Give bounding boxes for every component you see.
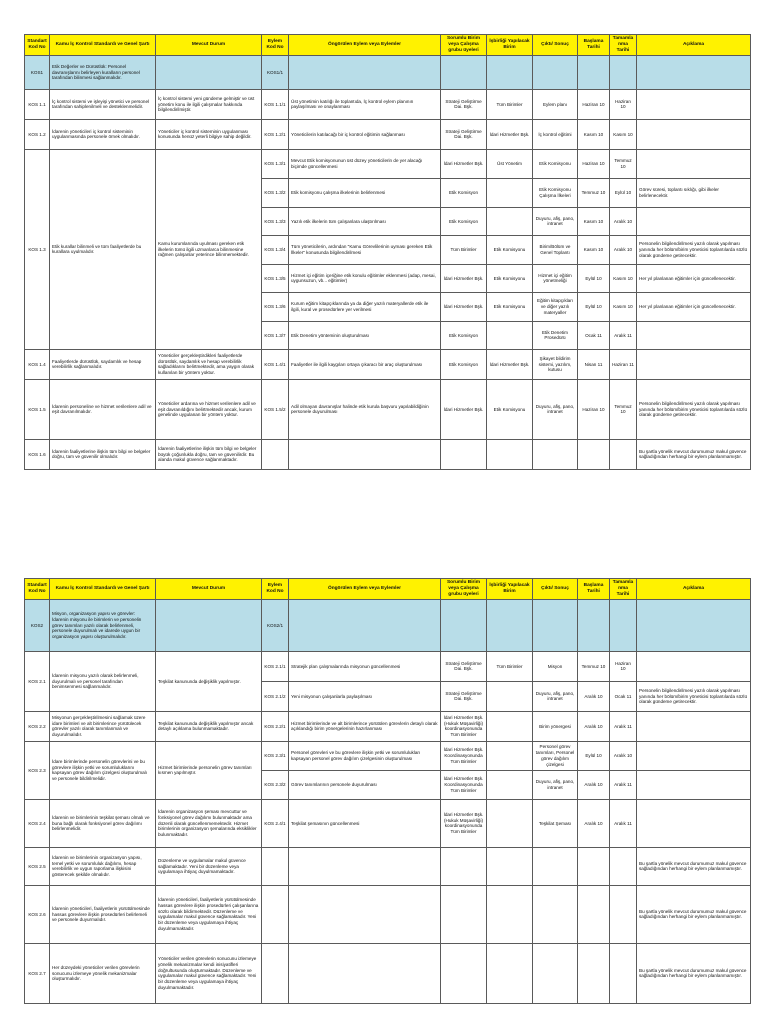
cooperation-cell: Tüm Birimler bbox=[487, 651, 533, 681]
empty-cell bbox=[610, 55, 637, 89]
end-cell: Aralık 11 bbox=[610, 711, 637, 741]
empty-cell bbox=[578, 599, 610, 651]
eylem-code-cell: KOS 1.3/5 bbox=[262, 264, 289, 292]
column-header: Sorumlu Birim veya Çalışma grubu üyeleri bbox=[441, 579, 487, 600]
note-cell bbox=[637, 349, 751, 379]
empty-cell bbox=[637, 55, 751, 89]
empty-cell bbox=[610, 599, 637, 651]
start-cell: Aralık 10 bbox=[578, 770, 610, 799]
action-cell: Üst yönetimin katılığı ile toplantıda, İç kontrol eylem planının paylaşılması ve onaylanması bbox=[289, 89, 441, 119]
eylem-code-cell: KOS 2.1/1 bbox=[262, 651, 289, 681]
responsible-cell: İdari Hizmetler Bşk. bbox=[441, 292, 487, 321]
column-header: Başlama Tarihi bbox=[578, 35, 610, 56]
output-cell: Duyuru, afiş, pano, intranet bbox=[533, 770, 578, 799]
current-state-cell bbox=[156, 55, 262, 89]
responsible-cell: Strateji Geliştirme Dai. Bşk. bbox=[441, 651, 487, 681]
table-row bbox=[25, 885, 751, 943]
column-header: Sorumlu Birim veya Çalışma grubu üyeleri bbox=[441, 35, 487, 56]
action-cell: Teşkilat şemasının güncellenmesi bbox=[289, 799, 441, 847]
start-cell: Eylül 10 bbox=[578, 264, 610, 292]
cooperation-cell bbox=[487, 321, 533, 349]
end-cell: Kasım 10 bbox=[610, 119, 637, 149]
output-cell bbox=[533, 943, 578, 1003]
table-row bbox=[25, 651, 751, 681]
empty-cell bbox=[637, 599, 751, 651]
standard-code-cell: KOS 1.3 bbox=[25, 149, 50, 349]
eylem-code-cell: KOS 2.3/2 bbox=[262, 770, 289, 799]
cooperation-cell bbox=[487, 178, 533, 207]
current-state-cell: Yöneticiler verilen görevlerin sonucunu izlemeye yönelik mekanizmalar kendi inisiyatifleri doğrultusunda oluşturmaktadır. Düzenleme ve uygulamalar makul güvence sağlamaktadır. Yeni bir düzenleme veya uygulamaya ihtiyaç duyulmamaktadır. bbox=[156, 943, 262, 1003]
header-row bbox=[25, 35, 751, 56]
action-plan-table-kos2 bbox=[24, 578, 751, 1004]
note-cell bbox=[637, 321, 751, 349]
output-cell: Duyuru, afiş, pano, intranet bbox=[533, 207, 578, 235]
eylem-code-cell: KOS 2.3/1 bbox=[262, 741, 289, 770]
action-cell bbox=[289, 943, 441, 1003]
standard-code-cell: KOS 2.2 bbox=[25, 711, 50, 741]
end-cell: Haziran 10 bbox=[610, 651, 637, 681]
column-header: Standart Kod No bbox=[25, 35, 50, 56]
responsible-cell: İdari Hizmetler Bşk. bbox=[441, 379, 487, 439]
end-cell: Ocak 11 bbox=[610, 681, 637, 711]
output-cell bbox=[533, 885, 578, 943]
cooperation-cell: Etik Komisyonu bbox=[487, 379, 533, 439]
start-cell: Aralık 10 bbox=[578, 711, 610, 741]
column-header: Başlama Tarihi bbox=[578, 579, 610, 600]
current-state-cell: Teşkilat kanununda değişiklik yapılmıştır ancak detaylı açıklama bulunmamaktadır. bbox=[156, 711, 262, 741]
action-cell: Yöneticilerin katılacağı bir iç kontrol eğitimin sağlanması bbox=[289, 119, 441, 149]
cooperation-cell bbox=[487, 943, 533, 1003]
output-cell: Eylem planı bbox=[533, 89, 578, 119]
eylem-code-cell: KOS 1.3/1 bbox=[262, 149, 289, 178]
current-state-cell: Kamu kurumlarında uyulması gereken etik ilkelerin tümü ilgili uzmanlarca bilinmesine rağmen çalışanlar yeterince bilinmemektedir. bbox=[156, 149, 262, 349]
cooperation-cell: Etik Komisyonu bbox=[487, 264, 533, 292]
table-row bbox=[25, 119, 751, 149]
column-header: Öngörülen Eylem veya Eylemler bbox=[289, 579, 441, 600]
output-cell: Eğitim kitapçıkları ve diğer yazılı materyaller bbox=[533, 292, 578, 321]
responsible-cell: İdari Hizmetler Bşk. Koordinasyonunda Tüm Birimler bbox=[441, 770, 487, 799]
eylem-code-cell: KOS 1.1/1 bbox=[262, 89, 289, 119]
table-row bbox=[25, 439, 751, 469]
standard-code-cell: KOS 2.6 bbox=[25, 885, 50, 943]
general-condition-cell: Misyonun gerçekleştirilmesini sağlamak üzere idare birimleri ve alt birimlerince yürütülecek görevler yazılı olarak tanımlanmalı ve duyurulmalıdır. bbox=[50, 711, 156, 741]
end-cell: Aralık 10 bbox=[610, 741, 637, 770]
column-header: Açıklama bbox=[637, 35, 751, 56]
responsible-cell: Etik Komisyon bbox=[441, 178, 487, 207]
current-state-cell: Yöneticiler gerçekleştirdikleri faaliyetlerde dürüstlük, saydamlık ve hesap verebilirlik sağladıklarını belirtmektedir, ama yaygın olarak kullanılan bir yöntem yoktur. bbox=[156, 349, 262, 379]
responsible-cell bbox=[441, 847, 487, 885]
general-condition-cell: İdarenin personeline ve hizmet verilenlere adil ve eşit davranılmalıdır. bbox=[50, 379, 156, 439]
empty-cell bbox=[533, 599, 578, 651]
general-condition-cell: İdarenin ve birimlerinin teşkilat şeması olmalı ve buna bağlı olarak fonksiyonel görev dağılımı belirlenmelidir. bbox=[50, 799, 156, 847]
start-cell: Haziran 10 bbox=[578, 89, 610, 119]
responsible-cell: İdari Hizmetler Bşk.(Hukuk Müşavirliği) koordinasyonunda Tüm Birimler bbox=[441, 711, 487, 741]
standard-code-cell: KOS 2.5 bbox=[25, 847, 50, 885]
eylem-code-cell bbox=[262, 439, 289, 469]
eylem-code-cell: KOS 2.1/2 bbox=[262, 681, 289, 711]
standard-code-cell: KOS 2.1 bbox=[25, 651, 50, 711]
column-header: Açıklama bbox=[637, 579, 751, 600]
output-cell: Etik Komisyonu bbox=[533, 149, 578, 178]
end-cell: Aralık 11 bbox=[610, 321, 637, 349]
table-row bbox=[25, 379, 751, 439]
end-cell: Eylül 10 bbox=[610, 178, 637, 207]
standard-code-cell: KOS 2.4 bbox=[25, 799, 50, 847]
responsible-cell: Etik Komisyon bbox=[441, 207, 487, 235]
action-cell: Etik Denetim yönteminin oluşturulması bbox=[289, 321, 441, 349]
eylem-code-cell bbox=[262, 885, 289, 943]
note-cell: Bu şartla yönelik mevcut durumumuz makul güvence sağladığından herhangi bir eylem planlanmamıştır. bbox=[637, 885, 751, 943]
column-header: Mevcut Durum bbox=[156, 35, 262, 56]
note-cell: Bu şartla yönelik mevcut durumumuz makul güvence sağladığından herhangi bir eylem planlanmamıştır. bbox=[637, 439, 751, 469]
start-cell bbox=[578, 439, 610, 469]
standard-code-cell: KOS 1.5 bbox=[25, 379, 50, 439]
note-cell: Her yıl planlanan eğitimler için güncellenecektir. bbox=[637, 292, 751, 321]
general-condition-cell: İdarenin faaliyetlerine ilişkin tüm bilgi ve belgeler doğru, tam ve güvenilir olmalıdır. bbox=[50, 439, 156, 469]
responsible-cell bbox=[441, 885, 487, 943]
output-cell: Birim yönergesi bbox=[533, 711, 578, 741]
current-state-cell: Yöneticiler ardarına ve hizmet verilenlere adil ve eşit davranıldığını belirtmektedir ancak, kurum genelinde uygulanan bir yöntem yoktur. bbox=[156, 379, 262, 439]
output-cell: Misyon bbox=[533, 651, 578, 681]
note-cell bbox=[637, 89, 751, 119]
table-row bbox=[25, 711, 751, 741]
column-header: Mevcut Durum bbox=[156, 579, 262, 600]
current-state-cell: Teşkilat kanununda değişiklik yapılmıştır. bbox=[156, 651, 262, 711]
output-cell: Şikayet bildirim sistemi, yazılım, kutusu bbox=[533, 349, 578, 379]
responsible-cell bbox=[441, 439, 487, 469]
action-cell bbox=[289, 885, 441, 943]
action-cell: Stratejik plan çalışmalarında misyonun güncellenmesi bbox=[289, 651, 441, 681]
end-cell: Aralık 11 bbox=[610, 770, 637, 799]
start-cell: Haziran 10 bbox=[578, 149, 610, 178]
end-cell: Haziran 11 bbox=[610, 349, 637, 379]
general-condition-cell: Faaliyetlerde dürüstlük, saydamlık ve hesap verebilirlik sağlanmalıdır. bbox=[50, 349, 156, 379]
responsible-cell: Strateji Geliştirme Dai. Bşk. bbox=[441, 119, 487, 149]
general-condition-cell: İç kontrol sistemi ve işleyişi yönetici ve personel tarafından sahiplenilmeli ve desteklenmelidir. bbox=[50, 89, 156, 119]
action-cell: Hizmet birimlerinde ve alt birimlerince yürütülen görevlerin detaylı olarak açıklandığı birim yönergelerinin hazırlanması bbox=[289, 711, 441, 741]
action-cell bbox=[289, 439, 441, 469]
end-cell: Aralık 10 bbox=[610, 207, 637, 235]
table-row bbox=[25, 349, 751, 379]
responsible-cell: İdari Hizmetler Bşk. bbox=[441, 149, 487, 178]
end-cell bbox=[610, 439, 637, 469]
start-cell: Eylül 10 bbox=[578, 741, 610, 770]
note-cell: Her yıl planlanan eğitimler için güncellenecektir. bbox=[637, 264, 751, 292]
note-cell bbox=[637, 207, 751, 235]
output-cell bbox=[533, 847, 578, 885]
start-cell: Ocak 11 bbox=[578, 321, 610, 349]
column-header: Eylem Kod No bbox=[262, 579, 289, 600]
action-cell: Tüm yöneticilerin, ardından "Kamu Görevlilerinin uyması gereken Etik İlkeler" konusunda bilgilendirilmesi bbox=[289, 235, 441, 264]
output-cell: İç kontrol eğitimi bbox=[533, 119, 578, 149]
standard-code-cell: KOS1 bbox=[25, 55, 50, 89]
standard-code-cell: KOS2 bbox=[25, 599, 50, 651]
cooperation-cell bbox=[487, 799, 533, 847]
responsible-cell: İdari Hizmetler Bşk. Koordinasyonunda Tüm Birimler bbox=[441, 741, 487, 770]
general-condition-cell: İdare birimlerinde personelin görevlerini ve bu görevlere ilişkin yetki ve sorumluluklarını kapsayan görev dağılım çizelgesi oluşturulmalı ve personele bildirilmelidir. bbox=[50, 741, 156, 799]
cooperation-cell bbox=[487, 207, 533, 235]
cooperation-cell: Üst Yönetim bbox=[487, 149, 533, 178]
output-cell: Teşkilat Şeması bbox=[533, 799, 578, 847]
current-state-cell: İdarenin faaliyetlerine ilişkin tüm bilgi ve belgeler büyük çoğunlukla doğru, tam ve güvenilirdir. Bu alanda makul güvence sağlanmaktadır. bbox=[156, 439, 262, 469]
general-condition-cell: İdarenin ve birimlerinin organizasyon yapısı, temel yetki ve sorumluluk dağılımı, hesap verebilirlik ve uygun raporlama ilişkisini gösterecek şekilde olmalıdır. bbox=[50, 847, 156, 885]
current-state-cell: Düzenleme ve uygulamalar makul güvence sağlamaktadır. Yeni bir düzenleme veya uygulamaya ihtiyaç duyulmamaktadır. bbox=[156, 847, 262, 885]
start-cell: Kasım 10 bbox=[578, 235, 610, 264]
end-cell: Kasım 10 bbox=[610, 292, 637, 321]
column-header: Tamamlanma Tarihi bbox=[610, 35, 637, 56]
section-row bbox=[25, 599, 751, 651]
end-cell: Aralık 10 bbox=[610, 235, 637, 264]
current-state-cell: İç kontrol sistemi yeni gündeme gelmiştir ve üst yönetim konu ile ilgili çalışmalar hakkında bilgilendirilmiştir. bbox=[156, 89, 262, 119]
note-cell bbox=[637, 119, 751, 149]
note-cell bbox=[637, 711, 751, 741]
responsible-cell: Strateji Geliştirme Dai. Bşk. bbox=[441, 681, 487, 711]
responsible-cell: Etik Komisyon bbox=[441, 349, 487, 379]
general-condition-cell: İdarenin misyonu yazılı olarak belirlenmeli, duyurulmalı ve personel tarafından benimsenmesi sağlanmalıdır. bbox=[50, 651, 156, 711]
action-cell: Hizmet içi eğitim içeriğine etik konulu eğitimler eklenmesi (adap, mesai, uygunsuzun, vb... eğitimler) bbox=[289, 264, 441, 292]
column-header: Öngörülen Eylem veya Eylemler bbox=[289, 35, 441, 56]
responsible-cell: Etik Komisyon bbox=[441, 321, 487, 349]
note-cell bbox=[637, 799, 751, 847]
column-header: İşbirliği Yapılacak Birim bbox=[487, 35, 533, 56]
table-row bbox=[25, 799, 751, 847]
action-cell: Yazılı etik ilkelerin tüm çalışanlara ulaştırılması bbox=[289, 207, 441, 235]
eylem-code-cell: KOS 2.2/1 bbox=[262, 711, 289, 741]
cooperation-cell bbox=[487, 711, 533, 741]
action-cell: Faaliyetler ile ilgili kaygıları ortaya çıkaracı bir araç oluşturulması bbox=[289, 349, 441, 379]
header-row bbox=[25, 579, 751, 600]
note-cell: Personelin bilgilendirilmesi yazılı olarak yapılması yanında her bölüm/birim yöneticisi toplantılarda sözlü olarak gündeme getirecektir. bbox=[637, 379, 751, 439]
note-cell bbox=[637, 741, 751, 770]
start-cell: Aralık 10 bbox=[578, 681, 610, 711]
column-header: Eylem Kod No bbox=[262, 35, 289, 56]
current-state-cell: İdarenin yöneticileri, faaliyetlerin yürütülmesinde hassas görevlere ilişkin prosedürleri çalışanlarına sözlü olarak bildirmektedir. Düzenleme ve uygulamalar makul güvence sağlamaktadır. Yeni bir düzenleme veya uygulamaya ihtiyaç duyulmamaktadır. bbox=[156, 885, 262, 943]
column-header: Çıktı/ Sonuç bbox=[533, 579, 578, 600]
end-cell: Haziran 10 bbox=[610, 89, 637, 119]
cooperation-cell: Etik Komisyonu bbox=[487, 292, 533, 321]
cooperation-cell: İdari Hizmetler Bşk. bbox=[487, 119, 533, 149]
eylem-code-cell: KOS 1.3/6 bbox=[262, 292, 289, 321]
section-row bbox=[25, 55, 751, 89]
output-cell bbox=[533, 439, 578, 469]
current-state-cell: Yöneticiler iç kontrol sisteminin uygulanması konusunda henüz yeterli bilgiye sahip değildir. bbox=[156, 119, 262, 149]
start-cell: Temmuz 10 bbox=[578, 178, 610, 207]
empty-cell bbox=[533, 55, 578, 89]
standard-code-cell: KOS 1.1 bbox=[25, 89, 50, 119]
current-state-cell bbox=[156, 599, 262, 651]
cooperation-cell bbox=[487, 741, 533, 770]
output-cell: Etik Komisyonu Çalışma İlkeleri bbox=[533, 178, 578, 207]
table-row bbox=[25, 943, 751, 1003]
action-plan-table-kos1 bbox=[24, 34, 751, 470]
standard-text-cell: Etik Değerler ve Dürüstlük: Personel davranışlarını belirleyen kuralların personel tarafından bilinmesi sağlanmalıdır. bbox=[50, 55, 156, 89]
output-cell: Birim/Bölüm ve Genel Toplantı bbox=[533, 235, 578, 264]
end-cell: Temmuz 10 bbox=[610, 149, 637, 178]
action-cell: Yeni misyonun çalışanlarla paylaşılması bbox=[289, 681, 441, 711]
column-header: Standart Kod No bbox=[25, 579, 50, 600]
eylem-code-cell: KOS 1.3/3 bbox=[262, 207, 289, 235]
output-cell: Etik Denetim Prosedürü bbox=[533, 321, 578, 349]
end-cell: Kasım 10 bbox=[610, 264, 637, 292]
end-cell bbox=[610, 943, 637, 1003]
column-header: Tamamlanma Tarihi bbox=[610, 579, 637, 600]
start-cell: Temmuz 10 bbox=[578, 651, 610, 681]
column-header: Çıktı/ Sonuç bbox=[533, 35, 578, 56]
start-cell: Aralık 10 bbox=[578, 799, 610, 847]
note-cell bbox=[637, 770, 751, 799]
table-row bbox=[25, 149, 751, 178]
action-cell: Personel görevleri ve bu görevlere ilişkin yetki ve sorumlulukları kapsayan personel görev dağılım çizelgesinin oluşturulması bbox=[289, 741, 441, 770]
column-header: Kamu İç Kontrol Standardı ve Genel Şartı bbox=[50, 579, 156, 600]
output-cell: Duyuru, afiş, pano, intranet bbox=[533, 379, 578, 439]
general-condition-cell: İdarenin yöneticileri, faaliyetlerin yürütülmesinde hassas görevlere ilişkin prosedürleri belirlemeli ve personele duyurmalıdır. bbox=[50, 885, 156, 943]
standard-code-cell: KOS 1.2 bbox=[25, 119, 50, 149]
note-cell: Personelin bilgilendirilmesi yazılı olarak yapılması yanında her bölüm/birim yöneticisi toplantılarda sözlü olarak gündeme getirecektir. bbox=[637, 235, 751, 264]
eylem-code-cell: KOS 1.3/7 bbox=[262, 321, 289, 349]
responsible-cell: İdari Hizmetler Bşk.(Hukuk Müşavirliği) koordinasyonunda Tüm Birimler bbox=[441, 799, 487, 847]
eylem-code-cell: KOS2/1 bbox=[262, 599, 289, 651]
end-cell: Aralık 11 bbox=[610, 799, 637, 847]
responsible-cell bbox=[441, 943, 487, 1003]
note-cell bbox=[637, 651, 751, 681]
note-cell bbox=[637, 149, 751, 178]
current-state-cell: Hizmet birimlerinde personelin görev tanımları kısmen yapılmıştır. bbox=[156, 741, 262, 799]
empty-cell bbox=[578, 55, 610, 89]
action-cell bbox=[289, 847, 441, 885]
eylem-code-cell: KOS 2.4/1 bbox=[262, 799, 289, 847]
table-row bbox=[25, 741, 751, 770]
empty-cell bbox=[441, 55, 487, 89]
start-cell bbox=[578, 847, 610, 885]
table-row bbox=[25, 89, 751, 119]
responsible-cell: Tüm Birimler bbox=[441, 235, 487, 264]
note-cell: Bu şartla yönelik mevcut durumumuz makul güvence sağladığından herhangi bir eylem planlanmamıştır. bbox=[637, 943, 751, 1003]
note-cell: Bu şartla yönelik mevcut durumumuz makul güvence sağladığından herhangi bir eylem planlanmamıştır. bbox=[637, 847, 751, 885]
column-header: İşbirliği Yapılacak Birim bbox=[487, 579, 533, 600]
general-condition-cell: Her düzeydeki yöneticiler verilen görevlerin sonucunu izlemeye yönelik mekanizmalar oluşturmalıdır. bbox=[50, 943, 156, 1003]
empty-cell bbox=[487, 599, 533, 651]
start-cell bbox=[578, 943, 610, 1003]
start-cell: Kasım 10 bbox=[578, 119, 610, 149]
standard-code-cell: KOS 2.7 bbox=[25, 943, 50, 1003]
standard-code-cell: KOS 1.6 bbox=[25, 439, 50, 469]
eylem-code-cell: KOS 1.2/1 bbox=[262, 119, 289, 149]
empty-cell bbox=[441, 599, 487, 651]
action-cell: Etik komisyonu çalışma ilkelerinin belirlenmesi bbox=[289, 178, 441, 207]
output-cell: Duyuru, afiş, pano, intranet bbox=[533, 681, 578, 711]
cooperation-cell bbox=[487, 681, 533, 711]
action-cell: Kurum eğitim kitapçıklarında ya da diğer yazılı materyallerde etik ile ilgili, kural ve prosedürlere yer verilmesi bbox=[289, 292, 441, 321]
eylem-code-cell: KOS1/1 bbox=[262, 55, 289, 89]
cooperation-cell bbox=[487, 885, 533, 943]
table-row bbox=[25, 847, 751, 885]
responsible-cell: Strateji Geliştirme Dai. Bşk. bbox=[441, 89, 487, 119]
start-cell: Haziran 10 bbox=[578, 379, 610, 439]
start-cell: Nisan 11 bbox=[578, 349, 610, 379]
cooperation-cell: Etik Komisyonu bbox=[487, 235, 533, 264]
output-cell: Personel görev tanımları, Personel görev dağılım çizelgesi bbox=[533, 741, 578, 770]
responsible-cell: İdari Hizmetler Bşk. bbox=[441, 264, 487, 292]
eylem-code-cell bbox=[262, 847, 289, 885]
action-cell: Görev tanımlarının personele duyurulması bbox=[289, 770, 441, 799]
end-cell bbox=[610, 847, 637, 885]
cooperation-cell: Tüm Birimler bbox=[487, 89, 533, 119]
cooperation-cell bbox=[487, 770, 533, 799]
end-cell: Temmuz 10 bbox=[610, 379, 637, 439]
note-cell: Görev süresi, toplantı sıklığı, gibi ilkeler belirlenecektir. bbox=[637, 178, 751, 207]
end-cell bbox=[610, 885, 637, 943]
empty-cell bbox=[289, 599, 441, 651]
eylem-code-cell: KOS 1.3/2 bbox=[262, 178, 289, 207]
note-cell: Personelin bilgilendirilmesi yazılı olarak yapılması yanında her bölüm/birim yöneticisi toplantılarda sözlü olarak gündeme getirecektir. bbox=[637, 681, 751, 711]
standard-text-cell: Misyon, organizasyon yapısı ve görevler: İdarenin misyonu ile birimlerin ve personelin görev tanımları yazılı olarak belirlenmeli, personele duyurulmalı ve idarede uygun bir organizasyon yapısı oluşturulmalıdır. bbox=[50, 599, 156, 651]
action-cell: Mevcut Etik komisyonunun üst düzey yöneticilerin de yer alacağı biçimde güncellenmesi bbox=[289, 149, 441, 178]
general-condition-cell: İdarenin yöneticileri iç kontrol sisteminin uygulanmasında personele örnek olmalıdır. bbox=[50, 119, 156, 149]
action-cell: Adil olmayan davranışlar halinde etik kurula başvuru yapılabildiğinin personele duyurulması bbox=[289, 379, 441, 439]
cooperation-cell bbox=[487, 847, 533, 885]
start-cell: Kasım 10 bbox=[578, 207, 610, 235]
start-cell: Eylül 10 bbox=[578, 292, 610, 321]
start-cell bbox=[578, 885, 610, 943]
eylem-code-cell: KOS 1.5/2 bbox=[262, 379, 289, 439]
cooperation-cell: İdari Hizmetler Bşk. bbox=[487, 349, 533, 379]
eylem-code-cell: KOS 1.3/4 bbox=[262, 235, 289, 264]
standard-code-cell: KOS 1.4 bbox=[25, 349, 50, 379]
empty-cell bbox=[487, 55, 533, 89]
cooperation-cell bbox=[487, 439, 533, 469]
current-state-cell: İdarenin organizasyon şeması mevcuttur ve fonksiyonel görev dağılımı bulunmaktadır ama düzenli olarak güncellenmemektedir. Hizmet birimlerinin organizasyon şemalarında eksiklikler bulunmaktadır. bbox=[156, 799, 262, 847]
standard-code-cell: KOS 2.3 bbox=[25, 741, 50, 799]
output-cell: Hizmet içi eğitim yönetmeliği bbox=[533, 264, 578, 292]
empty-cell bbox=[289, 55, 441, 89]
eylem-code-cell bbox=[262, 943, 289, 1003]
column-header: Kamu İç Kontrol Standardı ve Genel Şartı bbox=[50, 35, 156, 56]
eylem-code-cell: KOS 1.4/1 bbox=[262, 349, 289, 379]
general-condition-cell: Etik kurallar bilinmeli ve tüm faaliyetlerde bu kurallara uyulmalıdır. bbox=[50, 149, 156, 349]
